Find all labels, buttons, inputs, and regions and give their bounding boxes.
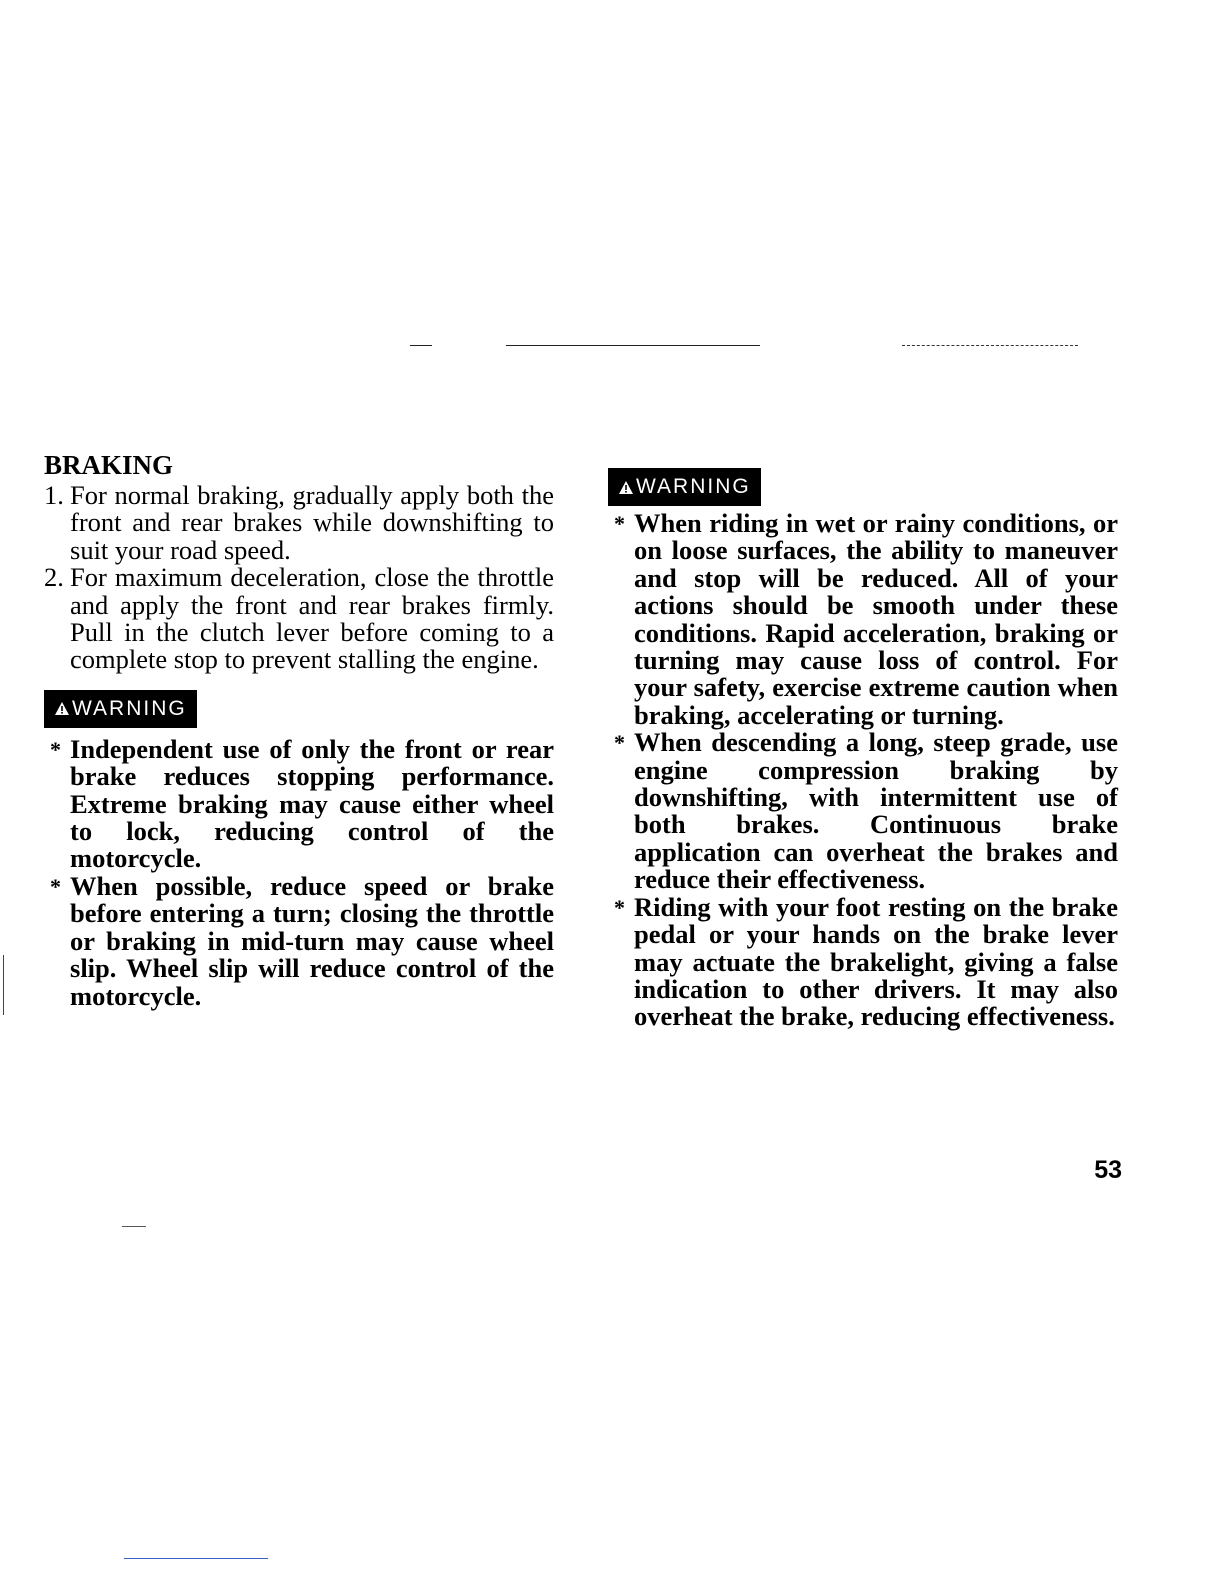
warning-badge: [608, 468, 761, 506]
bottom-blue-rule: [124, 1558, 268, 1559]
step-number: 1.: [44, 480, 64, 510]
left-margin-line: [3, 955, 4, 1015]
step-item: [44, 482, 554, 564]
warning-item: [44, 870, 554, 1011]
step-text: For maximum deceleration, close the throttle and apply the front and rear brakes firmly. Pull in the clutch lever before coming to a complete stop to prevent stalling the engine.: [70, 562, 554, 675]
warning-badge: [44, 690, 197, 728]
warning-label: WARNING: [636, 475, 751, 499]
bullet-icon: *: [50, 736, 61, 762]
step-number: 2.: [44, 562, 64, 593]
bottom-left-rule: [122, 1226, 146, 1227]
warning-item: [608, 891, 1118, 1032]
bullet-icon: *: [614, 894, 625, 920]
warning-text: When riding in wet or rainy conditions, or on loose surfaces, the ability to maneuver and stop will be reduced. All of your actions should be smooth under these conditions. Rapid acceleration, braking or turning may cause loss of control. For your safety, exercise extreme caution when braking, accelerating or turning.: [634, 508, 1118, 730]
bullet-icon: *: [614, 730, 625, 756]
left-column: [44, 450, 554, 1010]
warning-list: [44, 733, 554, 1011]
section-heading: BRAKING: [44, 450, 174, 480]
warning-text: When descending a long, steep grade, use engine compression braking by downshifting, with intermittent use of both brakes. Continuous brake application can overheat the brakes and reduce their effectiveness.: [634, 727, 1118, 895]
warning-label: WARNING: [72, 697, 187, 721]
warning-text: Riding with your foot resting on the brake pedal or your hands on the brake lever may actuate the brakelight, giving a false indication to other drivers. It may also overheat the brake, reducing effectiveness.: [634, 891, 1118, 1032]
warning-triangle-icon: [618, 480, 634, 495]
warning-triangle-icon: [54, 701, 70, 716]
top-rule-long: [506, 345, 760, 346]
top-rule-dashed: [902, 345, 1078, 346]
step-text: For normal braking, gradually apply both the front and rear brakes while downshifting to suit your road speed.: [70, 480, 554, 565]
page-number: 53: [1094, 1156, 1122, 1184]
top-rule-short: [410, 345, 432, 346]
bullet-icon: *: [614, 511, 625, 536]
step-item: [44, 564, 554, 674]
warning-list: [608, 510, 1118, 1031]
warning-text: When possible, reduce speed or brake before entering a turn; closing the throttle or braking in mid-turn may cause wheel slip. Wheel slip will reduce control of the motorcycle.: [70, 870, 554, 1011]
bullet-icon: *: [50, 873, 61, 899]
warning-item: [608, 510, 1118, 729]
right-column: [608, 468, 1118, 1031]
warning-item: [608, 729, 1118, 893]
warning-text: Independent use of only the front or rear brake reduces stopping performance. Extreme braking may cause either wheel to lock, reducing control of the motorcycle.: [70, 733, 554, 874]
warning-item: [44, 733, 554, 874]
